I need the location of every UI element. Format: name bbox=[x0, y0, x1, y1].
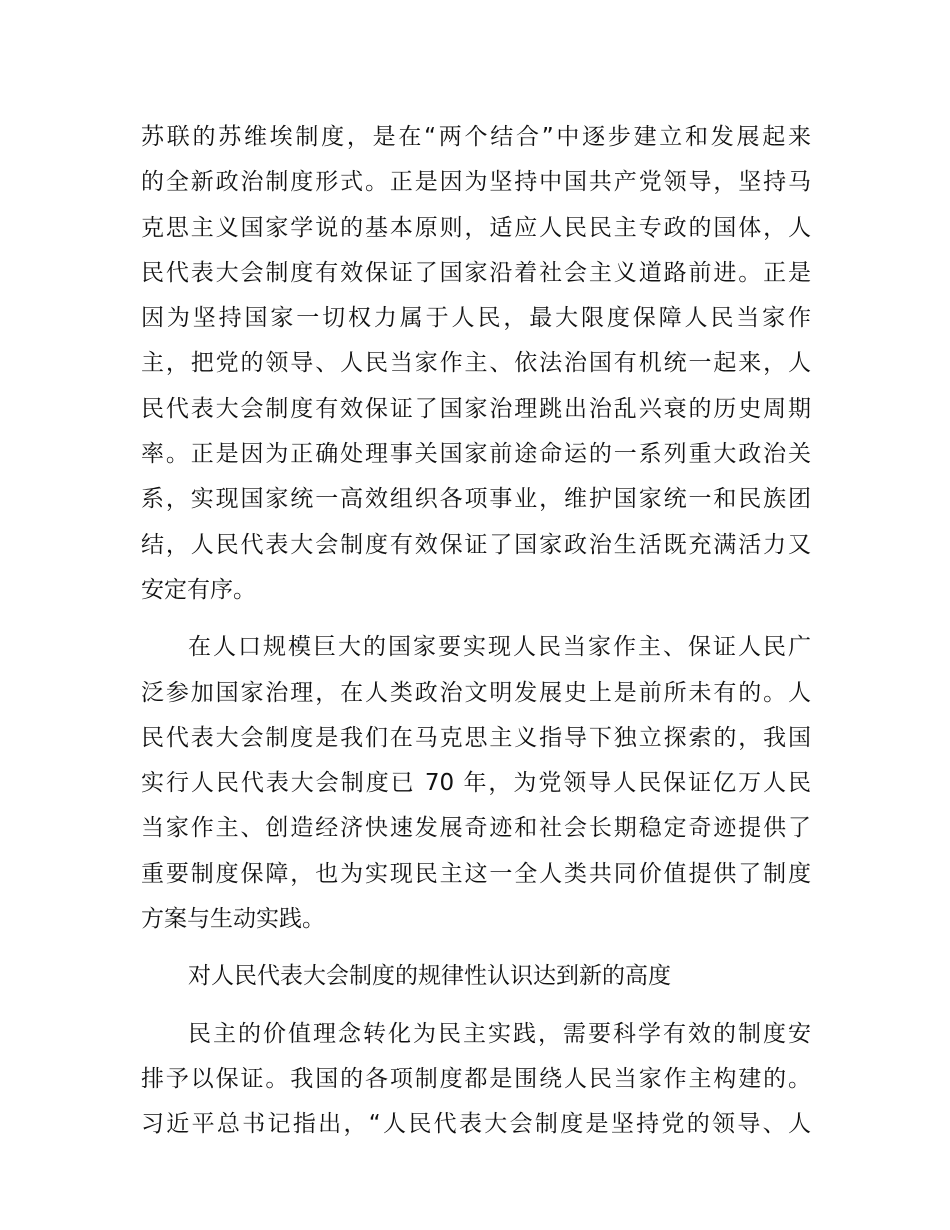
paragraph-gap bbox=[141, 613, 811, 625]
text-line: 主，把党的领导、人民当家作主、依法治国有机统一起来，人 bbox=[141, 350, 811, 377]
text-line: 因为坚持国家一切权力属于人民，最大限度保障人民当家作 bbox=[141, 305, 811, 332]
text-line: 安定有序。 bbox=[141, 576, 256, 603]
paragraph-gap bbox=[141, 942, 811, 954]
text-line: 排予以保证。我国的各项制度都是围绕人民当家作主构建的。 bbox=[141, 1065, 811, 1092]
text-line: 在人口规模巨大的国家要实现人民当家作主、保证人民广 bbox=[188, 634, 811, 661]
text-line: 民主的价值理念转化为民主实践，需要科学有效的制度安 bbox=[188, 1020, 811, 1047]
text-line: 系，实现国家统一高效组织各项事业，维护国家统一和民族团 bbox=[141, 486, 811, 513]
body-text bbox=[141, 115, 811, 1148]
text-line: 民代表大会制度有效保证了国家沿着社会主义道路前进。正是 bbox=[141, 259, 811, 286]
text-line: 结，人民代表大会制度有效保证了国家政治生活既充满活力又 bbox=[141, 531, 811, 558]
text-line: 克思主义国家学说的基本原则，适应人民民主专政的国体，人 bbox=[141, 214, 811, 241]
text-line: 民代表大会制度是我们在马克思主义指导下独立探索的，我国 bbox=[141, 724, 811, 751]
text-line: 实行人民代表大会制度已 70 年，为党领导人民保证亿万人民 bbox=[141, 770, 811, 797]
text-line: 民代表大会制度有效保证了国家治理跳出治乱兴衰的历史周期 bbox=[141, 395, 811, 422]
text-line: 习近平总书记指出，“人民代表大会制度是坚持党的领导、人 bbox=[141, 1111, 811, 1138]
text-line: 泛参加国家治理，在人类政治文明发展史上是前所未有的。人 bbox=[141, 679, 811, 706]
text-line: 当家作主、创造经济快速发展奇迹和社会长期稳定奇迹提供了 bbox=[141, 815, 811, 842]
text-line: 的全新政治制度形式。正是因为坚持中国共产党领导，坚持马 bbox=[141, 169, 811, 196]
text-line: 苏联的苏维埃制度，是在“两个结合”中逐步建立和发展起来 bbox=[141, 124, 811, 150]
text-line: 率。正是因为正确处理事关国家前途命运的一系列重大政治关 bbox=[141, 441, 811, 468]
paragraph-gap bbox=[141, 1000, 811, 1012]
section-heading: 对人民代表大会制度的规律性认识达到新的高度 bbox=[188, 963, 671, 990]
text-line: 重要制度保障，也为实现民主这一全人类共同价值提供了制度 bbox=[141, 860, 811, 887]
text-line: 方案与生动实践。 bbox=[141, 906, 325, 933]
